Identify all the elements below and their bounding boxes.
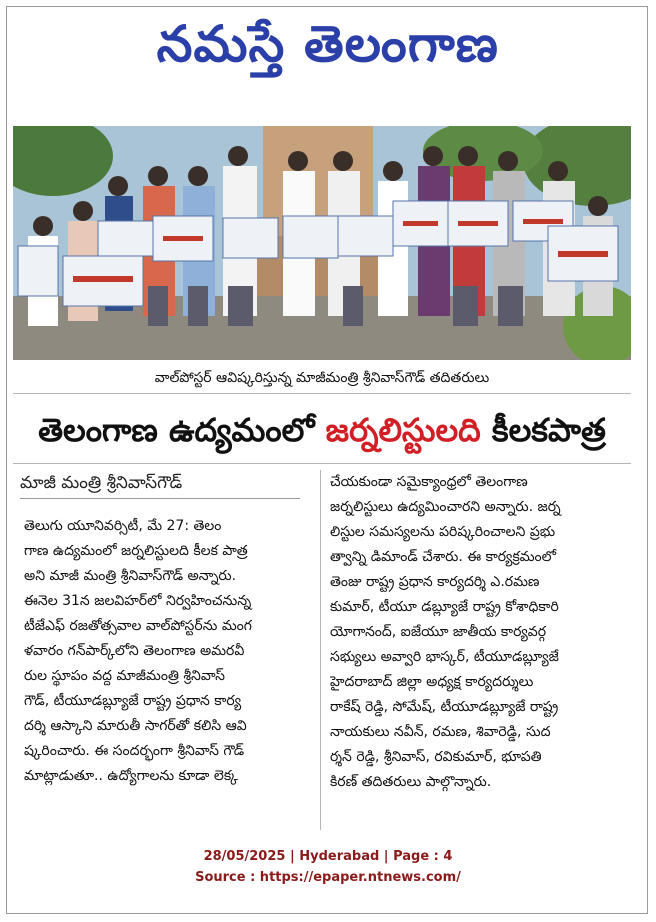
article-line: హైదరాబాద్ జిల్లా అధ్యక్ష కార్యదర్శులు	[330, 674, 534, 690]
article-column-left	[24, 514, 312, 789]
article-line: కిరణ్ తదితరులు పాల్గొన్నారు.	[330, 774, 492, 790]
article-line: లిస్టుల సమస్యలను పరిష్కరించాలని ప్రభు	[330, 524, 556, 540]
article-line: రాకేష్ రెడ్డి, సోమేష్, టీయూడబ్ల్యూజే రాష్ట్ర	[330, 699, 559, 715]
article-line: గాణ ఉద్యమంలో జర్నలిస్టులది కీలక పాత్ర	[24, 543, 248, 559]
article-headline	[13, 398, 631, 462]
article-line: రుల స్థూపం వద్ద మాజీమంత్రి శ్రీనివాస్	[24, 668, 225, 684]
headline-divider	[13, 463, 631, 464]
article-line: ర్శన్ రెడ్డి, శ్రీనివాస్, రవికుమార్, భూపతి	[330, 749, 542, 765]
article-line: గౌడ్, టీయూడబ్ల్యూజే రాష్ట్ర ప్రధాన కార్య	[24, 693, 242, 709]
masthead-title: నమస్తే తెలంగాణ	[156, 15, 500, 73]
article-line: అని మాజీ మంత్రి శ్రీనివాస్‌గౌడ్ అన్నారు.	[24, 568, 237, 584]
byline-underline	[20, 498, 300, 499]
article-column-right	[330, 470, 630, 795]
headline-part-1: తెలంగాణ ఉద్యమంలో	[38, 411, 326, 449]
column-divider	[320, 470, 321, 830]
headline-part-3: కీలకపాత్ర	[480, 411, 606, 449]
article-line: దర్శి ఆస్కాని మారుతీ సాగర్‌తో కలిసి ఆవి	[24, 718, 247, 734]
byline: మాజీ మంత్రి శ్రీనివాస్‌గౌడ్	[20, 473, 183, 493]
article-line: జర్నలిస్టులు ఉద్యమించారని అన్నారు. జర్న	[330, 499, 561, 515]
news-photo	[13, 126, 631, 360]
article-line: చేయకుండా సమైక్యాంధ్రలో తెలంగాణ	[330, 474, 528, 490]
page-footer	[0, 846, 656, 888]
article-line: ఈనెల 31న జలవిహర్‌లో నిర్వహించనున్న	[24, 593, 252, 609]
group-photo-illustration	[13, 126, 631, 360]
article-line: త్వాన్ని డిమాండ్ చేశారు. ఈ కార్యక్రమంలో	[330, 549, 557, 565]
article-line: మాట్లాడుతూ.. ఉద్యోగాలను కూడా లెక్క	[24, 768, 238, 784]
source-link[interactable]: Source : https://epaper.ntnews.com/	[195, 870, 461, 885]
article-line: నాయకులు నవీన్, రమణ, శివారెడ్డి, సుద	[330, 724, 551, 740]
article-line: సభ్యులు అవ్వారి భాస్కర్, టీయూడబ్ల్యూజే	[330, 649, 559, 665]
masthead	[0, 8, 656, 80]
photo-caption: వాల్‌పోస్టర్ ఆవిష్కరిస్తున్న మాజీమంత్రి శ్రీనివాస్‌గౌడ్ తదితరులు	[13, 362, 631, 394]
article-line: యోగానంద్, ఐజేయూ జాతీయ కార్యవర్గ	[330, 624, 547, 640]
edition-info: 28/05/2025 | Hyderabad | Page : 4	[203, 849, 453, 864]
article-line: ళవారం గన్‌పార్క్‌లోని తెలంగాణ అమరవీ	[24, 643, 245, 659]
article-line: ష్కరించారు. ఈ సందర్భంగా శ్రీనివాస్ గౌడ్	[24, 743, 245, 759]
article-line: కుమార్, టీయూ డబ్ల్యూజే రాష్ట్ర కోశాధికారి	[330, 599, 559, 615]
article-line: టీజేఎఫ్ రజతోత్సవాల వాల్‌పోస్టర్‌ను మంగ	[24, 618, 252, 634]
headline-highlight: జర్నలిస్టులది	[325, 411, 481, 449]
article-line: తెలుగు యూనివర్సిటీ, మే 27: తెలం	[24, 518, 222, 534]
article-line: తెంజు రాష్ట్ర ప్రధాన కార్యదర్శి ఎ.రమణ	[330, 574, 540, 590]
